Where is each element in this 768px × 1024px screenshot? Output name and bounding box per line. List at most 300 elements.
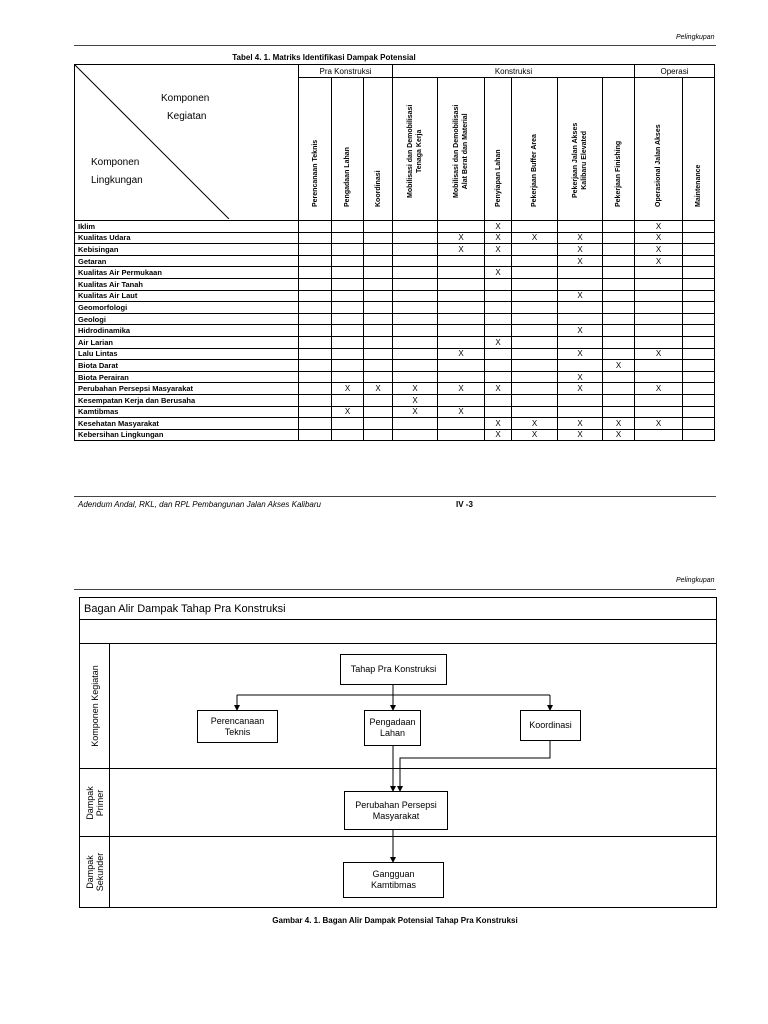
matrix-cell — [364, 371, 393, 383]
matrix-cell: X — [635, 232, 683, 244]
matrix-cell — [512, 325, 558, 337]
page2-header-label: Pelingkupan — [676, 577, 715, 584]
page-header-label: Pelingkupan — [676, 34, 715, 41]
matrix-cell — [512, 244, 558, 256]
matrix-cell: X — [438, 406, 485, 418]
kegiatan-label-line1: Komponen — [161, 93, 210, 104]
activity-header-line: Pekerjaan Jalan Akses — [572, 122, 579, 198]
matrix-cell — [603, 325, 635, 337]
matrix-row — [75, 394, 715, 406]
matrix-cell — [683, 360, 715, 372]
activity-header-text — [530, 134, 539, 207]
activity-header-9 — [635, 78, 683, 221]
footer-page-number: IV -3 — [456, 500, 473, 509]
matrix-cell — [603, 313, 635, 325]
matrix-cell — [683, 429, 715, 441]
matrix-cell — [332, 221, 364, 233]
matrix-cell — [332, 348, 364, 360]
matrix-cell — [393, 371, 438, 383]
lane-label-primer-line2: Primer — [94, 789, 105, 816]
matrix-row — [75, 221, 715, 233]
matrix-cell — [393, 336, 438, 348]
matrix-cell — [364, 232, 393, 244]
matrix-cell — [603, 371, 635, 383]
matrix-cell: X — [485, 232, 512, 244]
matrix-cell — [683, 313, 715, 325]
flow-connectors — [80, 598, 716, 907]
matrix-cell — [438, 290, 485, 302]
matrix-cell — [558, 406, 603, 418]
matrix-cell — [683, 371, 715, 383]
matrix-cell — [558, 267, 603, 279]
activity-header-5 — [485, 78, 512, 221]
matrix-cell — [683, 267, 715, 279]
matrix-cell: X — [438, 232, 485, 244]
matrix-cell — [332, 429, 364, 441]
matrix-cell — [332, 267, 364, 279]
matrix-row-label: Kualitas Air Laut — [75, 290, 299, 302]
matrix-cell: X — [364, 383, 393, 395]
matrix-cell: X — [558, 418, 603, 430]
matrix-cell — [393, 418, 438, 430]
box-gangguan-line1: Gangguan — [372, 869, 415, 879]
matrix-cell — [393, 255, 438, 267]
matrix-cell — [299, 221, 332, 233]
matrix-cell: X — [485, 221, 512, 233]
flowchart-title: Bagan Alir Dampak Tahap Pra Konstruksi — [80, 598, 716, 620]
matrix-cell — [332, 290, 364, 302]
activity-header-line: Tenaga Kerja — [416, 129, 423, 174]
box-persepsi-line1: Perubahan Persepsi — [355, 799, 437, 810]
box-pengadaan-line2: Lahan — [379, 728, 406, 738]
phase-pra-konstruksi: Pra Konstruksi — [299, 65, 393, 78]
matrix-cell — [635, 302, 683, 314]
footer-rule — [74, 496, 716, 497]
matrix-cell: X — [485, 267, 512, 279]
matrix-cell — [512, 394, 558, 406]
activity-header-line: Kalibaru Elevated — [581, 131, 588, 190]
matrix-cell — [299, 244, 332, 256]
matrix-cell — [332, 278, 364, 290]
matrix-row-label: Kesehatan Masyarakat — [75, 418, 299, 430]
matrix-cell — [485, 302, 512, 314]
matrix-cell: X — [558, 383, 603, 395]
matrix-cell: X — [512, 232, 558, 244]
activity-header-10 — [683, 78, 715, 221]
matrix-cell: X — [603, 360, 635, 372]
matrix-cell — [512, 267, 558, 279]
matrix-cell: X — [485, 429, 512, 441]
matrix-cell — [558, 336, 603, 348]
matrix-cell — [364, 348, 393, 360]
matrix-row — [75, 429, 715, 441]
matrix-cell: X — [558, 348, 603, 360]
activity-header-1 — [332, 78, 364, 221]
matrix-cell — [438, 394, 485, 406]
matrix-cell — [558, 360, 603, 372]
matrix-cell — [364, 278, 393, 290]
matrix-cell: X — [635, 348, 683, 360]
matrix-cell: X — [558, 371, 603, 383]
activity-header-7 — [558, 78, 603, 221]
matrix-cell — [635, 278, 683, 290]
matrix-cell — [635, 290, 683, 302]
matrix-cell — [393, 348, 438, 360]
matrix-row-label: Kesempatan Kerja dan Berusaha — [75, 394, 299, 406]
matrix-cell — [393, 278, 438, 290]
page2-header-rule — [74, 589, 716, 590]
activity-header-line: Perencanaan Teknis — [311, 139, 319, 207]
matrix-cell: X — [603, 418, 635, 430]
matrix-cell — [299, 302, 332, 314]
activity-header-8 — [603, 78, 635, 221]
box-persepsi-line2: Masyarakat — [372, 810, 420, 821]
matrix-cell: X — [393, 383, 438, 395]
matrix-cell — [485, 278, 512, 290]
matrix-cell — [683, 244, 715, 256]
matrix-cell — [485, 371, 512, 383]
activity-header-text — [494, 149, 503, 207]
matrix-row — [75, 406, 715, 418]
matrix-cell — [603, 394, 635, 406]
activity-header-text — [694, 165, 703, 207]
matrix-row-label: Kebisingan — [75, 244, 299, 256]
matrix-cell — [485, 360, 512, 372]
corner-diagonal-line — [75, 65, 299, 219]
matrix-cell — [683, 278, 715, 290]
matrix-cell — [683, 336, 715, 348]
matrix-cell — [299, 290, 332, 302]
matrix-cell — [512, 278, 558, 290]
activity-header-4 — [438, 78, 485, 221]
matrix-cell — [332, 371, 364, 383]
matrix-cell — [438, 313, 485, 325]
matrix-cell: X — [558, 325, 603, 337]
matrix-cell: X — [332, 383, 364, 395]
matrix-cell — [485, 406, 512, 418]
matrix-cell — [393, 267, 438, 279]
matrix-row — [75, 325, 715, 337]
matrix-row — [75, 267, 715, 279]
kegiatan-label-line2: Kegiatan — [167, 111, 207, 122]
matrix-cell — [299, 394, 332, 406]
matrix-cell — [512, 348, 558, 360]
matrix-cell — [558, 221, 603, 233]
matrix-cell — [603, 336, 635, 348]
matrix-cell — [683, 255, 715, 267]
matrix-cell — [512, 406, 558, 418]
lane-label-primer-line1: Dampak — [84, 785, 95, 820]
matrix-cell — [485, 290, 512, 302]
matrix-cell — [332, 302, 364, 314]
box-perencanaan-line2: Teknis — [224, 726, 251, 737]
matrix-cell: X — [485, 418, 512, 430]
activity-header-text — [374, 170, 383, 207]
matrix-cell — [332, 418, 364, 430]
matrix-cell — [364, 221, 393, 233]
matrix-cell — [364, 267, 393, 279]
matrix-cell — [512, 360, 558, 372]
matrix-cell — [603, 348, 635, 360]
matrix-cell — [683, 383, 715, 395]
matrix-cell — [332, 255, 364, 267]
matrix-row-label: Kualitas Udara — [75, 232, 299, 244]
lane-label-sekunder-line2: Sekunder — [94, 852, 105, 892]
matrix-row — [75, 383, 715, 395]
matrix-cell — [485, 348, 512, 360]
matrix-cell — [393, 313, 438, 325]
activity-header-line: Penyiapan Lahan — [494, 149, 502, 207]
matrix-cell: X — [438, 244, 485, 256]
matrix-cell: X — [558, 232, 603, 244]
box-perencanaan-teknis — [197, 710, 278, 743]
matrix-cell: X — [485, 383, 512, 395]
activity-header-text — [311, 140, 320, 207]
matrix-cell — [364, 302, 393, 314]
activity-header-text — [614, 141, 623, 207]
connector-koordinasi-to-persepsi — [400, 741, 550, 791]
matrix-row-label: Iklim — [75, 221, 299, 233]
matrix-cell — [558, 302, 603, 314]
matrix-cell — [438, 325, 485, 337]
matrix-cell — [299, 383, 332, 395]
matrix-cell — [512, 255, 558, 267]
activity-header-text — [571, 123, 589, 198]
matrix-cell: X — [558, 244, 603, 256]
matrix-cell — [299, 278, 332, 290]
matrix-cell — [603, 383, 635, 395]
matrix-cell: X — [438, 383, 485, 395]
matrix-cell — [393, 221, 438, 233]
matrix-row-label: Biota Perairan — [75, 371, 299, 383]
matrix-row — [75, 302, 715, 314]
matrix-cell — [438, 278, 485, 290]
box-pengadaan-lahan — [364, 710, 421, 746]
matrix-cell — [558, 278, 603, 290]
matrix-cell — [332, 394, 364, 406]
box-perubahan-persepsi — [344, 791, 448, 830]
matrix-cell — [603, 290, 635, 302]
matrix-cell — [364, 336, 393, 348]
matrix-row — [75, 348, 715, 360]
matrix-row — [75, 371, 715, 383]
matrix-cell — [364, 429, 393, 441]
matrix-cell — [299, 360, 332, 372]
matrix-cell: X — [393, 394, 438, 406]
matrix-row-label: Kualitas Air Tanah — [75, 278, 299, 290]
lingkungan-label-line1: Komponen — [91, 157, 140, 168]
lingkungan-label-line2: Lingkungan — [91, 175, 143, 186]
matrix-cell — [512, 336, 558, 348]
matrix-cell — [332, 313, 364, 325]
matrix-cell — [438, 371, 485, 383]
phase-konstruksi: Konstruksi — [393, 65, 635, 78]
matrix-cell — [393, 244, 438, 256]
matrix-cell — [299, 255, 332, 267]
matrix-corner-header — [75, 65, 299, 221]
matrix-cell — [393, 360, 438, 372]
lane-label-sekunder-line1: Dampak — [84, 855, 95, 889]
matrix-row-label: Kualitas Air Permukaan — [75, 267, 299, 279]
matrix-cell — [299, 406, 332, 418]
matrix-row-label: Air Larian — [75, 336, 299, 348]
matrix-cell — [683, 325, 715, 337]
box-tahap-pra-konstruksi: Tahap Pra Konstruksi — [340, 654, 447, 685]
matrix-cell — [512, 371, 558, 383]
matrix-cell — [603, 221, 635, 233]
matrix-cell — [438, 302, 485, 314]
matrix-cell: X — [635, 244, 683, 256]
matrix-cell — [438, 267, 485, 279]
matrix-cell — [393, 429, 438, 441]
matrix-cell: X — [603, 429, 635, 441]
matrix-cell — [485, 394, 512, 406]
matrix-cell — [485, 325, 512, 337]
matrix-cell: X — [512, 418, 558, 430]
matrix-cell — [512, 383, 558, 395]
impact-matrix-table — [74, 64, 715, 441]
matrix-cell — [635, 267, 683, 279]
activity-header-6 — [512, 78, 558, 221]
matrix-cell — [558, 313, 603, 325]
figure-caption: Gambar 4. 1. Bagan Alir Dampak Potensial Tahap Pra Konstruksi — [272, 916, 518, 925]
matrix-cell — [683, 406, 715, 418]
matrix-cell: X — [485, 336, 512, 348]
matrix-cell — [683, 232, 715, 244]
matrix-cell — [683, 221, 715, 233]
activity-header-line: Alat Berat dan Material — [462, 113, 469, 190]
matrix-cell — [635, 325, 683, 337]
box-gangguan-line2: Kamtibmas — [370, 880, 416, 890]
matrix-row — [75, 313, 715, 325]
matrix-cell — [364, 394, 393, 406]
matrix-cell — [603, 255, 635, 267]
matrix-cell — [332, 325, 364, 337]
matrix-cell — [635, 394, 683, 406]
matrix-cell: X — [558, 255, 603, 267]
matrix-row-label: Geomorfologi — [75, 302, 299, 314]
box-koordinasi: Koordinasi — [520, 710, 581, 741]
activity-header-line: Pekerjaan Finishing — [615, 140, 622, 207]
matrix-cell — [332, 244, 364, 256]
matrix-cell — [603, 232, 635, 244]
matrix-row-label: Hidrodinamika — [75, 325, 299, 337]
matrix-cell — [299, 418, 332, 430]
matrix-cell — [683, 302, 715, 314]
matrix-cell — [438, 221, 485, 233]
matrix-row — [75, 360, 715, 372]
matrix-cell — [603, 267, 635, 279]
matrix-cell — [512, 302, 558, 314]
matrix-cell — [299, 336, 332, 348]
phase-operasi: Operasi — [635, 65, 715, 78]
activity-header-line: Pekerjaan Buffer Area — [531, 134, 538, 207]
matrix-cell — [635, 336, 683, 348]
matrix-cell — [299, 232, 332, 244]
matrix-cell — [364, 325, 393, 337]
matrix-cell — [635, 360, 683, 372]
matrix-cell — [364, 360, 393, 372]
matrix-row — [75, 336, 715, 348]
matrix-row-label: Geologi — [75, 313, 299, 325]
matrix-row-label: Getaran — [75, 255, 299, 267]
matrix-row — [75, 290, 715, 302]
matrix-cell: X — [485, 244, 512, 256]
activity-header-text — [654, 124, 663, 207]
activity-header-line: Mobilisasi dan Demobilisasi — [453, 104, 460, 198]
matrix-row-label: Lalu Lintas — [75, 348, 299, 360]
matrix-cell — [683, 290, 715, 302]
activity-header-text — [343, 147, 352, 207]
matrix-cell — [393, 302, 438, 314]
matrix-cell: X — [635, 221, 683, 233]
activity-header-0 — [299, 78, 332, 221]
activity-header-line: Operasional Jalan Akses — [655, 124, 662, 207]
lane-label-kegiatan: Komponen Kegiatan — [89, 664, 100, 747]
box-gangguan-kamtibmas — [343, 862, 444, 898]
matrix-row-label: Kamtibmas — [75, 406, 299, 418]
matrix-cell — [485, 313, 512, 325]
matrix-cell — [393, 325, 438, 337]
matrix-row-label: Kebersihan Lingkungan — [75, 429, 299, 441]
footer-document-title: Adendum Andal, RKL, dan RPL Pembangunan Jalan Akses Kalibaru — [78, 500, 321, 509]
matrix-cell — [512, 221, 558, 233]
matrix-row — [75, 244, 715, 256]
activity-header-2 — [364, 78, 393, 221]
matrix-cell — [332, 360, 364, 372]
matrix-cell — [635, 429, 683, 441]
matrix-cell — [299, 267, 332, 279]
matrix-cell — [332, 336, 364, 348]
matrix-cell — [438, 418, 485, 430]
matrix-cell: X — [438, 348, 485, 360]
matrix-cell: X — [558, 429, 603, 441]
matrix-cell — [512, 290, 558, 302]
matrix-cell: X — [393, 406, 438, 418]
matrix-cell — [603, 302, 635, 314]
activity-header-line: Koordinasi — [374, 170, 382, 207]
box-perencanaan-line1: Perencanaan — [210, 715, 265, 726]
activity-header-text — [406, 105, 424, 198]
activity-header-line: Mobilisasi dan Demobilisasi — [407, 104, 414, 198]
matrix-cell — [558, 394, 603, 406]
activity-header-text — [452, 105, 470, 198]
flowchart-frame — [79, 597, 717, 908]
matrix-cell — [485, 255, 512, 267]
matrix-cell — [438, 360, 485, 372]
matrix-cell — [635, 406, 683, 418]
matrix-cell — [332, 232, 364, 244]
matrix-cell — [364, 418, 393, 430]
matrix-cell: X — [635, 383, 683, 395]
activity-header-3 — [393, 78, 438, 221]
matrix-cell: X — [332, 406, 364, 418]
matrix-cell — [364, 244, 393, 256]
matrix-cell — [299, 371, 332, 383]
matrix-cell — [683, 418, 715, 430]
matrix-cell — [393, 232, 438, 244]
matrix-cell — [364, 255, 393, 267]
matrix-row — [75, 418, 715, 430]
table-title: Tabel 4. 1. Matriks Identifikasi Dampak Potensial — [232, 53, 416, 62]
matrix-cell — [299, 325, 332, 337]
matrix-cell — [299, 313, 332, 325]
matrix-cell — [683, 394, 715, 406]
box-pengadaan-line1: Pengadaan — [369, 717, 416, 727]
matrix-row — [75, 255, 715, 267]
matrix-cell — [364, 290, 393, 302]
matrix-cell — [603, 244, 635, 256]
